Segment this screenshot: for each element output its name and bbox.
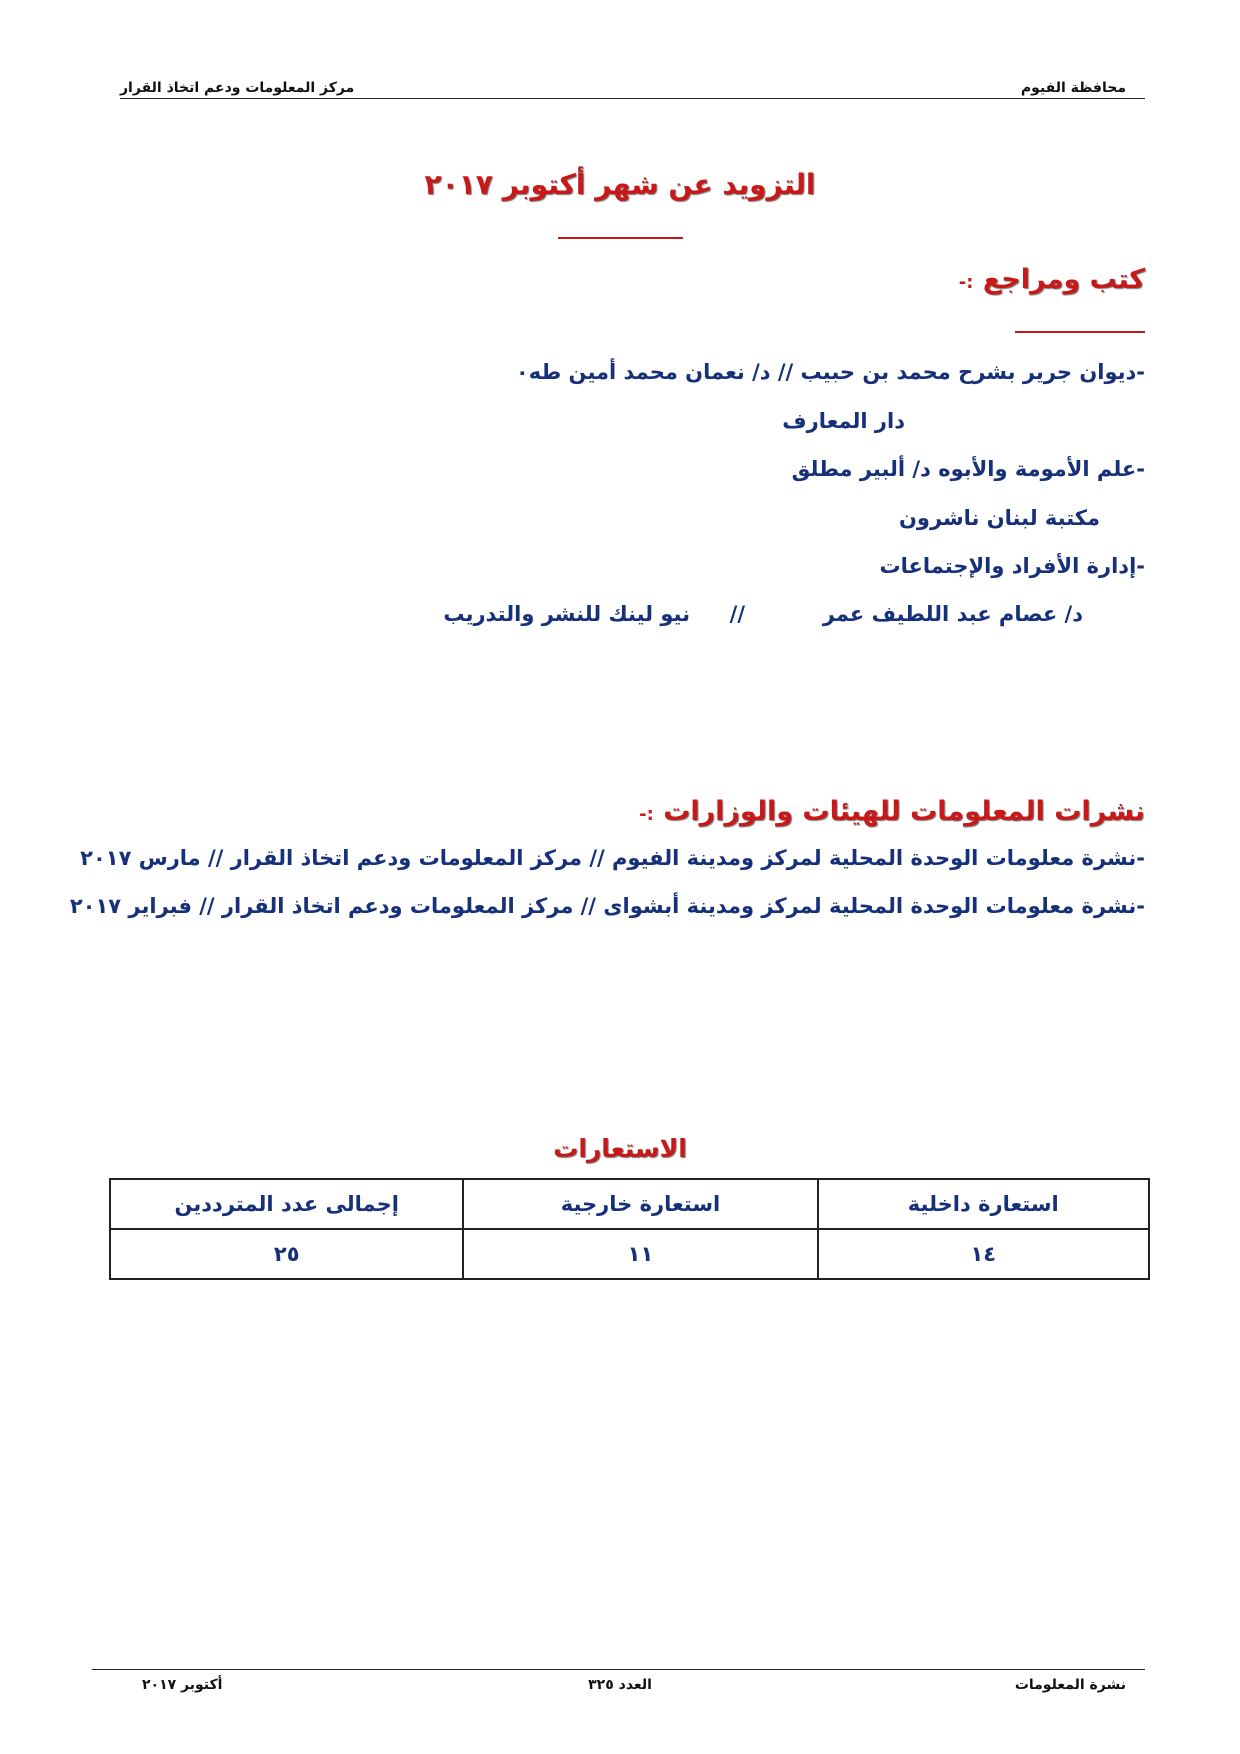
book-3-author: د/ عصام عبد اللطيف عمر <box>822 602 1083 626</box>
footer-issue-date: أكتوبر ٢٠١٧ <box>142 1677 223 1693</box>
books-heading-suffix: :- <box>958 272 974 293</box>
page-title: التزويد عن شهر أكتوبر ٢٠١٧ <box>424 168 816 201</box>
book-2-title: -علم الأمومة والأبوه د/ ألبير مطلق <box>791 457 1145 481</box>
bulletin-1: -نشرة معلومات الوحدة المحلية لمركز ومدينة الفيوم // مركز المعلومات ودعم اتخاذ القرار // مارس ٢٠١٧ <box>80 846 1145 870</box>
loans-title: الاستعارات <box>553 1134 687 1163</box>
header-governorate: محافظة الفيوم <box>1020 80 1126 96</box>
book-2-publisher: مكتبة لبنان ناشرون <box>898 506 1100 530</box>
loans-header-internal: استعارة داخلية <box>818 1179 1149 1229</box>
title-underline <box>558 237 683 239</box>
loans-header-total-visitors: إجمالى عدد المترددين <box>110 1179 463 1229</box>
footer-divider <box>92 1669 1145 1670</box>
header-divider <box>120 98 1145 99</box>
books-heading-underline <box>1015 331 1145 333</box>
book-3-separator: // <box>729 602 745 626</box>
footer-bulletin-name: نشرة المعلومات <box>1014 1677 1126 1693</box>
loans-header-row <box>110 1179 1149 1229</box>
book-3-publisher: نيو لينك للنشر والتدريب <box>443 602 690 626</box>
bulletins-section-heading <box>639 796 1145 827</box>
loans-value-internal: ١٤ <box>818 1229 1149 1279</box>
loans-value-external: ١١ <box>463 1229 817 1279</box>
book-1-publisher: دار المعارف <box>782 409 905 433</box>
loans-value-total-visitors: ٢٥ <box>110 1229 463 1279</box>
bulletin-2: -نشرة معلومات الوحدة المحلية لمركز ومدينة أبشواى // مركز المعلومات ودعم اتخاذ القرار // فبراير ٢٠١٧ <box>69 894 1145 918</box>
header-center-name: مركز المعلومات ودعم اتخاذ القرار <box>120 80 355 96</box>
books-section-heading <box>959 264 1145 295</box>
bulletins-heading-text: نشرات المعلومات للهيئات والوزارات <box>663 796 1145 827</box>
books-heading-text: كتب ومراجع <box>982 264 1145 295</box>
book-1-title: -ديوان جرير بشرح محمد بن حبيب // د/ نعمان محمد أمين طه٠ <box>515 360 1145 384</box>
bulletins-heading-suffix: :- <box>639 804 654 825</box>
loans-table <box>109 1178 1150 1280</box>
loans-value-row <box>110 1229 1149 1279</box>
book-3-title: -إدارة الأفراد والإجتماعات <box>879 554 1145 578</box>
loans-header-external: استعارة خارجية <box>463 1179 817 1229</box>
footer-issue-number: العدد ٣٢٥ <box>588 1677 652 1693</box>
